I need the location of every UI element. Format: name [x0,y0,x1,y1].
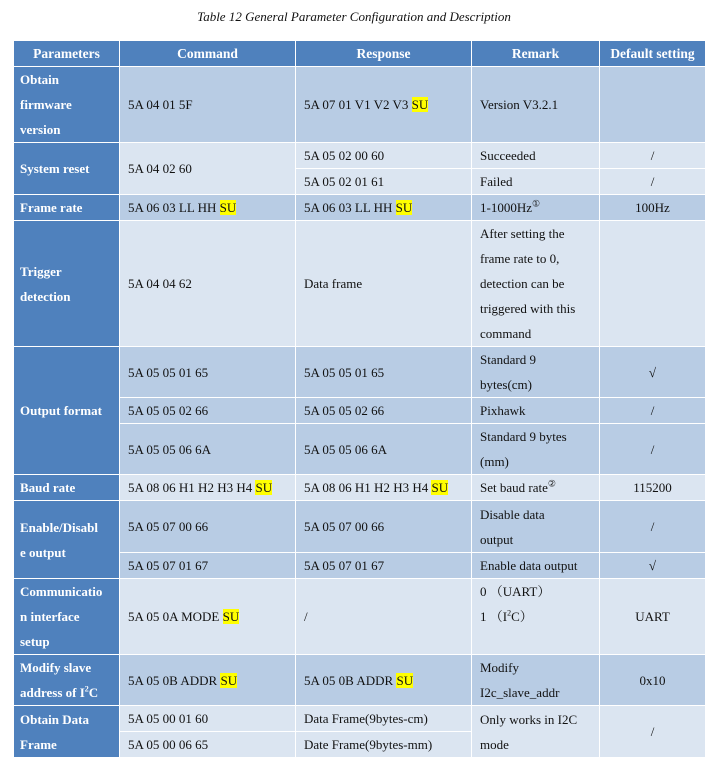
response-cell [296,67,472,143]
header-remark: Remark [472,41,600,67]
table-row-enable-output [14,501,706,553]
command-cell: 5A 05 05 06 6A [120,424,296,475]
param-line: Enable/Disabl [20,519,99,535]
default-cell: / [600,398,706,424]
remark-line: detection can be [480,276,565,291]
param-line: Modify slave [20,660,92,675]
response-cell: Data frame [296,221,472,347]
su-highlight: SU [219,200,237,215]
su-highlight: SU [411,97,429,112]
table-row-firmware [14,67,706,143]
remark-line: 0 （UART） [480,584,551,599]
remark-cell: Pixhawk [472,398,600,424]
param-cell: Output format [14,347,120,475]
param-cell [14,221,120,347]
remark-line: bytes(cm) [480,377,532,392]
table-caption: Table 12 General Parameter Configuration and Description [197,9,511,24]
param-line: Obtain [20,72,60,87]
response-cell: / [296,579,472,655]
param-line: firmware [20,97,72,112]
param-line: Trigger [20,263,62,279]
remark-cell [472,475,600,501]
remark-cell [472,195,600,221]
param-line: Communicatio [20,584,103,599]
default-cell [600,67,706,143]
response-cell: 5A 05 05 02 66 [296,398,472,424]
remark-line [480,604,599,629]
remark-line: Disable data [480,506,545,522]
command-cell [120,475,296,501]
response-text: 5A 05 0B ADDR [304,672,397,688]
superscript: 2 [507,608,512,618]
param-line: version [20,122,61,137]
remark-text: C） [511,609,533,624]
parameter-table [13,40,706,758]
table-row-modify-slave [14,655,706,706]
response-cell [296,475,472,501]
superscript: 2 [84,684,89,694]
response-cell [296,655,472,706]
param-line: setup [20,634,50,649]
remark-cell: Succeeded [472,143,600,169]
remark-text: 1-1000Hz [480,200,532,215]
response-text: 5A 08 06 H1 H2 H3 H4 [304,480,432,495]
table-row-comm-interface [14,579,706,655]
command-cell: 5A 05 05 02 66 [120,398,296,424]
param-text: C [88,685,99,700]
command-cell: 5A 04 02 60 [120,143,296,195]
footnote-1-marker: ① [532,198,541,209]
default-cell: / [600,424,706,475]
response-cell [296,195,472,221]
param-cell [14,655,120,706]
param-line: detection [20,288,71,304]
param-cell: System reset [14,143,120,195]
header-command: Command [120,41,296,67]
footnote-2-marker: ② [547,478,556,489]
su-highlight: SU [396,672,414,688]
param-cell [14,501,120,579]
command-cell: 5A 05 00 01 60 [120,706,296,732]
response-cell: 5A 05 07 00 66 [296,501,472,553]
default-cell: / [600,143,706,169]
param-line: Obtain Data [20,711,89,727]
response-cell: 5A 05 05 01 65 [296,347,472,398]
param-line: Frame [20,736,57,752]
table-row-output-format [14,347,706,398]
default-cell: 0x10 [600,655,706,706]
default-cell: 115200 [600,475,706,501]
default-cell: UART [600,579,706,655]
remark-line: output [480,531,514,547]
remark-line: command [480,326,532,341]
remark-line: Standard 9 [480,352,536,367]
header-default: Default setting [600,41,706,67]
remark-cell: Failed [472,169,600,195]
response-cell: 5A 05 02 01 61 [296,169,472,195]
su-highlight: SU [255,480,273,495]
table-row-frame-rate [14,195,706,221]
param-line [20,680,119,705]
command-text: 5A 05 0B ADDR [128,672,221,688]
table-row-baud-rate [14,475,706,501]
su-highlight: SU [431,480,449,495]
command-text: 5A 06 03 LL HH [128,200,220,215]
remark-line: triggered with this [480,301,576,316]
remark-cell [472,221,600,347]
remark-text: Set baud rate [480,480,548,495]
remark-cell [472,579,600,655]
default-cell [600,221,706,347]
remark-cell [472,347,600,398]
table-header-row [14,41,706,67]
param-cell [14,579,120,655]
remark-cell [472,424,600,475]
remark-line: mode [480,736,509,752]
command-text: 5A 08 06 H1 H2 H3 H4 [128,480,256,495]
default-cell: / [600,501,706,553]
response-text: 5A 07 01 V1 V2 V3 [304,97,412,112]
param-text: address of I [20,685,85,700]
response-cell: 5A 05 02 00 60 [296,143,472,169]
command-cell: 5A 05 00 06 65 [120,732,296,758]
remark-cell [472,501,600,553]
header-response: Response [296,41,472,67]
command-cell: 5A 05 05 01 65 [120,347,296,398]
command-cell [120,195,296,221]
default-cell: √ [600,553,706,579]
remark-cell: Enable data output [472,553,600,579]
table-row-reset [14,143,706,169]
param-cell: Frame rate [14,195,120,221]
remark-line: Only works in I2C [480,711,578,727]
remark-cell: Version V3.2.1 [472,67,600,143]
table-row-obtain-data-frame [14,706,706,732]
response-cell: 5A 05 05 06 6A [296,424,472,475]
remark-text: 1 （I [480,609,508,624]
response-text: 5A 06 03 LL HH [304,200,396,215]
param-line: n interface [20,609,80,624]
default-cell: / [600,706,706,758]
response-cell: Data Frame(9bytes-cm) [296,706,472,732]
su-highlight: SU [395,200,413,215]
remark-line: (mm) [480,454,509,469]
command-cell [120,579,296,655]
remark-line: frame rate to 0, [480,251,560,266]
remark-cell [472,655,600,706]
response-cell: 5A 05 07 01 67 [296,553,472,579]
header-parameters: Parameters [14,41,120,67]
su-highlight: SU [222,609,240,624]
remark-line: Standard 9 bytes [480,429,567,444]
table-row-trigger [14,221,706,347]
param-cell: Baud rate [14,475,120,501]
param-cell [14,67,120,143]
command-cell: 5A 04 01 5F [120,67,296,143]
command-text: 5A 05 0A MODE [128,609,223,624]
remark-line: I2c_slave_addr [480,685,560,700]
command-cell: 5A 05 07 00 66 [120,501,296,553]
command-cell: 5A 05 07 01 67 [120,553,296,579]
default-cell: 100Hz [600,195,706,221]
remark-line: Modify [480,660,519,675]
default-cell: √ [600,347,706,398]
param-line: e output [20,544,66,560]
command-cell: 5A 04 04 62 [120,221,296,347]
default-cell: / [600,169,706,195]
response-cell: Date Frame(9bytes-mm) [296,732,472,758]
remark-line: After setting the [480,226,565,241]
su-highlight: SU [220,672,238,688]
command-cell [120,655,296,706]
